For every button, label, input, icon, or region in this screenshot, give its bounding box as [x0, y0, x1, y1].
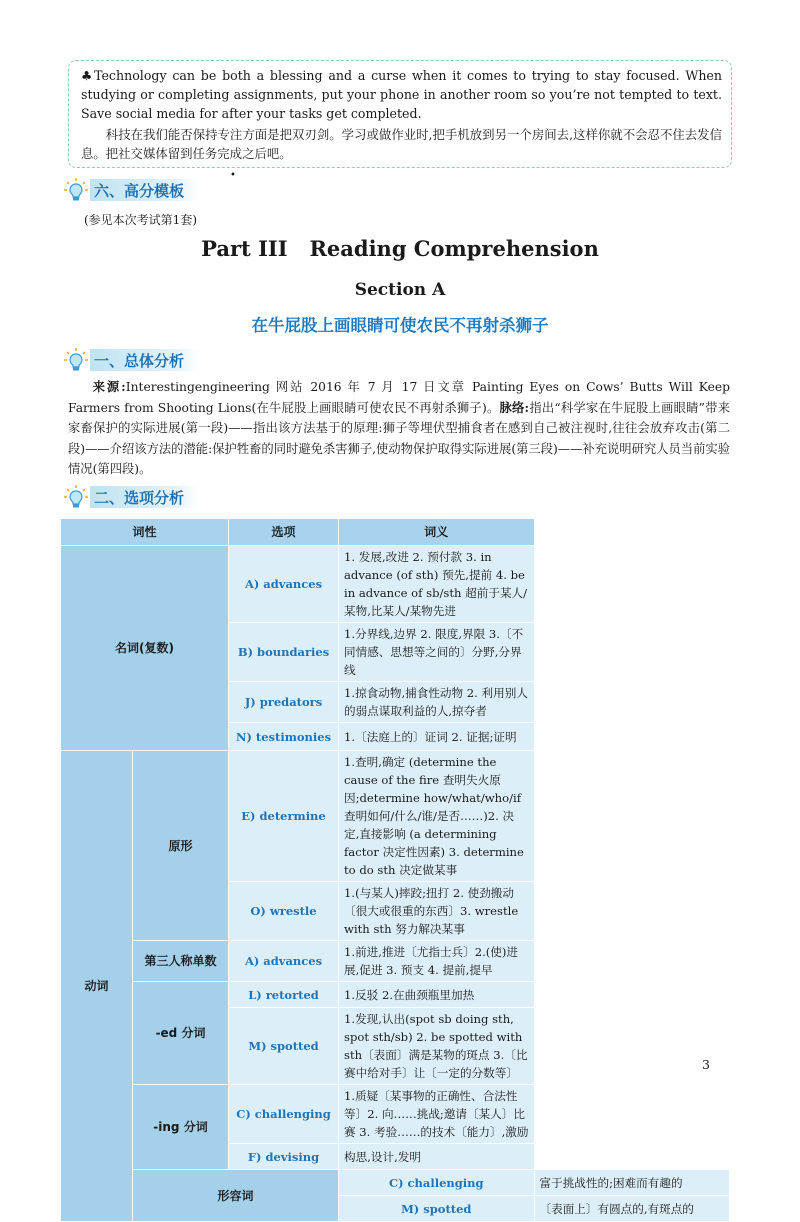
form-ed: -ed 分词 [133, 982, 229, 1085]
option-cell: B) boundaries [229, 623, 339, 682]
tip-english-body: Technology can be both a blessing and a curse when it comes to trying to stay focused. When studying or completing assignments, put your phone in another room so you’re not tempted to text. Save social media for after your tasks get completed. [81, 68, 722, 121]
thread-label: 脉络: [499, 399, 530, 415]
option-cell: C) challenging [229, 1085, 339, 1144]
header-pos: 词性 [61, 519, 229, 546]
tip-box [68, 60, 732, 168]
section-title-options: 二、选项分析 [90, 486, 198, 508]
form-base: 原形 [133, 751, 229, 941]
stray-mark: • [230, 170, 236, 181]
meaning-cell: 1.查明,确定 (determine the cause of the fire 查明失火原因;determine how/what/who/if 查明如何/什么/谁/是否……)2. 决定,直接影响 (a determining factor 决定性因素) 3. determine to do sth 决定做某事 [339, 751, 534, 882]
article-chinese-title: 在牛屁股上画眼睛可使农民不再射杀狮子 [251, 316, 549, 335]
meaning-cell: 1.分界线,边界 2. 限度,界限 3.〔不同情感、思想等之间的〕分野,分界线 [339, 623, 534, 682]
meaning-cell: 1.前进,推进〔尤指士兵〕2.(使)进展,促进 3. 预支 4. 提前,提早 [339, 941, 534, 982]
meaning-cell: 1.〔法庭上的〕证词 2. 证据;证明 [339, 723, 534, 751]
option-cell: E) determine [229, 751, 339, 882]
meaning-cell: 1.(与某人)摔跤;扭打 2. 使劲搬动〔很大或很重的东西〕3. wrestle with sth 努力解决某事 [339, 882, 534, 941]
meaning-cell: 〔表面上〕有圆点的,有斑点的 [534, 1196, 730, 1222]
overview-paragraph [68, 377, 730, 480]
part-title: Part III Reading Comprehension [201, 236, 599, 261]
table-row [61, 941, 730, 982]
tip-chinese-text: 科技在我们能否保持专注方面是把双刃剑。学习或做作业时,把手机放到另一个房间去,这样你就不会忍不住去发信息。把社交媒体留到任务完成之后吧。 [81, 127, 722, 161]
section-title-template: 六、高分模板 [90, 179, 198, 201]
form-ing: -ing 分词 [133, 1085, 229, 1170]
option-cell: C) challenging [339, 1170, 534, 1196]
section-header-options [62, 483, 198, 511]
option-cell: O) wrestle [229, 882, 339, 941]
option-cell: M) spotted [339, 1196, 534, 1222]
header-option: 选项 [229, 519, 339, 546]
table-row [61, 751, 730, 882]
club-icon: ♣ [81, 68, 95, 83]
pos-noun: 名词(复数) [61, 546, 229, 751]
option-cell: L) retorted [229, 982, 339, 1008]
option-cell: J) predators [229, 682, 339, 723]
meaning-cell: 构思,设计,发明 [339, 1144, 534, 1170]
table-row [61, 982, 730, 1008]
meaning-cell: 1.质疑〔某事物的正确性、合法性等〕2. 向……挑战;邀请〔某人〕比赛 3. 考验……的技术〔能力〕,激励 [339, 1085, 534, 1144]
page-number: 3 [702, 1057, 710, 1072]
meaning-cell: 1. 发展,改进 2. 预付款 3. in advance (of sth) 预先,提前 4. be in advance of sb/sth 超前于某人/某物,比某人/某物先进 [339, 546, 534, 623]
meaning-cell: 1.掠食动物,捕食性动物 2. 利用别人的弱点谋取利益的人,掠夺者 [339, 682, 534, 723]
meaning-cell: 1.反驳 2.在曲颈瓶里加热 [339, 982, 534, 1008]
section-header-template [62, 176, 198, 204]
pos-adjective: 形容词 [133, 1170, 339, 1222]
source-text: Interestingengineering 网站 2016 年 7 月 17 日文章 Painting Eyes on Cows’ Butts Will Keep Farmers from Shooting Lions(在牛屁股上画眼睛可使农民不再射杀狮子)。 [68, 380, 730, 415]
option-cell: F) devising [229, 1144, 339, 1170]
option-cell: M) spotted [229, 1008, 339, 1085]
header-meaning: 词义 [339, 519, 534, 546]
lightbulb-icon [62, 176, 90, 204]
pos-verb: 动词 [61, 751, 133, 1222]
section-title: Section A [354, 280, 446, 300]
meaning-cell: 1.发现,认出(spot sb doing sth, spot sth/sb) 2. be spotted with sth〔表面〕满是某物的斑点 3.〔比赛中给对手〕让〔一定的分数等〕 [339, 1008, 534, 1085]
table-header-row [61, 519, 730, 546]
vocabulary-table [60, 518, 730, 1222]
template-note: (参见本次考试第1套) [84, 213, 197, 227]
lightbulb-icon [62, 346, 90, 374]
table-row [61, 1170, 730, 1196]
option-cell: N) testimonies [229, 723, 339, 751]
meaning-cell: 富于挑战性的;困难而有趣的 [534, 1170, 730, 1196]
source-label: 来源: [92, 379, 126, 394]
option-cell: A) advances [229, 546, 339, 623]
lightbulb-icon [62, 483, 90, 511]
option-cell: A) advances [229, 941, 339, 982]
tip-english-text [81, 66, 722, 123]
form-third-person: 第三人称单数 [133, 941, 229, 982]
thread-text: 指出“科学家在牛屁股上画眼睛”带来家畜保护的实际进展(第一段)——指出该方法基于的原理:狮子等埋伏型捕食者在感到自己被注视时,往往会放弃攻击(第二段)——介绍该方法的潜能:保护牲畜的同时避免杀害狮子,使动物保护取得实际进展(第三段)——补充说明研究人员当前实验情况(第四段)。 [68, 400, 730, 476]
table-row [61, 1085, 730, 1144]
table-row [61, 546, 730, 623]
section-title-overview: 一、总体分析 [90, 349, 198, 371]
section-header-overview [62, 346, 198, 374]
